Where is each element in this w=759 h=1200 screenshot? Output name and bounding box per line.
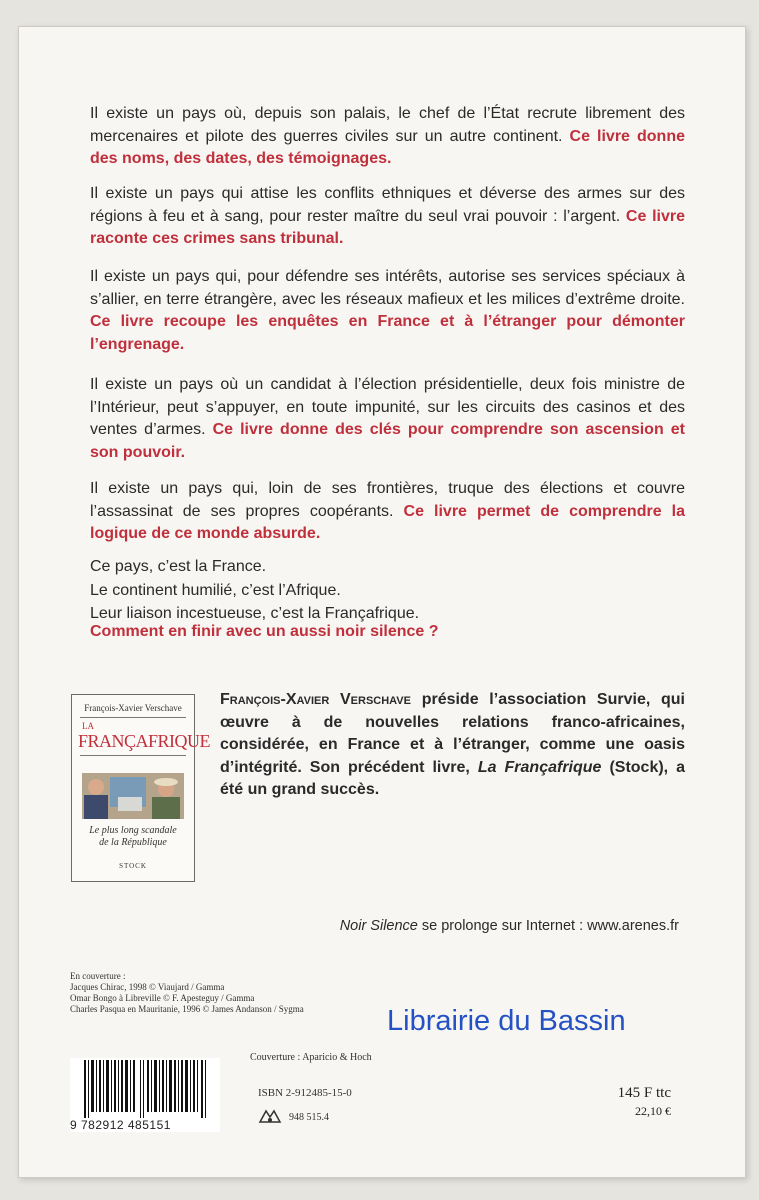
mini-cover-title: FRANÇAFRIQUE <box>78 731 211 751</box>
credit-line-2: Jacques Chirac, 1998 © Viaujard / Gamma <box>70 982 225 992</box>
bio-author-name: François-Xavier Verschave <box>220 691 411 708</box>
distribution-code: 948 515.4 <box>289 1112 329 1123</box>
paragraph-3-intro: Il existe un pays qui, pour défendre ses intérêts, autorise ses services spéciaux à s’allier, en terre étrangère, avec les réseaux mafieux et les milices d’extrême droite. <box>90 268 685 308</box>
price-francs: 145 F ttc <box>617 1085 671 1101</box>
bio-book-title: La Françafrique <box>477 758 602 776</box>
bio-text-2: (Stock), a été un grand succès. <box>220 758 686 798</box>
cover-design-credit: Couverture : Aparicio & Hoch <box>250 1052 372 1063</box>
internet-note <box>340 918 679 934</box>
paragraph-1 <box>90 103 685 171</box>
barcode <box>70 1058 220 1132</box>
mini-cover-photo-image <box>82 773 184 819</box>
mini-cover-author: François-Xavier Verschave <box>84 703 182 713</box>
mini-cover-publisher: STOCK <box>119 862 147 870</box>
credit-line-4: Charles Pasqua en Mauritanie, 1996 © James Andanson / Sygma <box>70 1004 304 1014</box>
closing-line-1: Ce pays, c’est la France. <box>90 558 267 575</box>
author-bio <box>220 689 685 802</box>
paragraph-3-highlight: Ce livre recoupe les enquêtes en France et à l’étranger pour démonter l’engrenage. <box>90 313 685 353</box>
paragraph-5 <box>90 478 685 546</box>
previous-book-cover <box>71 694 211 882</box>
paragraph-2-highlight: Ce livre raconte ces crimes sans tribunal. <box>90 207 685 247</box>
credit-line-3: Omar Bongo à Libreville © F. Apesteguy / Gamma <box>70 993 255 1003</box>
barcode-bars <box>84 1060 206 1118</box>
paragraph-2 <box>90 183 685 251</box>
internet-book-title: Noir Silence <box>339 918 418 934</box>
paragraph-3 <box>90 266 685 356</box>
mini-cover-subtitle <box>72 825 194 849</box>
price-euros: 22,10 € <box>635 1104 671 1118</box>
mini-cover-subtitle-line-2: de la République <box>99 837 167 848</box>
paragraph-4-intro: Il existe un pays où un candidat à l’élection présidentielle, deux fois ministre de l’Intérieur, peut s’appuyer, en toute impunité, sur les circuits des casinos et des ventes d’armes. <box>90 376 685 438</box>
closing-line-2: Le continent humilié, c’est l’Afrique. <box>90 582 341 599</box>
closing-line-3: Leur liaison incestueuse, c’est la Françafrique. <box>90 605 420 622</box>
price-block <box>618 1085 671 1119</box>
mini-cover-photo <box>82 773 184 819</box>
mini-cover-subtitle-line-1: Le plus long scandale <box>89 825 177 836</box>
mini-cover-rule-top <box>80 717 186 718</box>
paragraph-5-intro: Il existe un pays qui, loin de ses frontières, truque des élections et couvre l’assassinat de ses propres coopérants. <box>90 480 685 520</box>
photo-credits <box>70 971 304 1015</box>
paragraph-1-intro: Il existe un pays où, depuis son palais, le chef de l’État recrute librement des mercenaires et pilote des guerres civiles sur un autre continent. <box>90 105 685 145</box>
bookseller-watermark: Librairie du Bassin <box>387 1005 626 1037</box>
mini-cover-rule-mid <box>80 755 186 756</box>
mini-cover-title-la: LA <box>82 721 94 731</box>
paragraph-4-highlight: Ce livre donne des clés pour comprendre son ascension et son pouvoir. <box>90 421 685 461</box>
paragraph-2-intro: Il existe un pays qui attise les conflits ethniques et déverse des armes sur des régions à feu et à sang, pour rester maître du seul vrai pouvoir : l’argent. <box>90 185 685 225</box>
paragraph-4 <box>90 374 685 464</box>
paragraph-5-highlight: Ce livre permet de comprendre la logique de ce monde absurde. <box>90 502 685 542</box>
paragraph-1-highlight: Ce livre donne des noms, des dates, des témoignages. <box>90 127 685 167</box>
bio-text-1: préside l’association Survie, qui œuvre à de nouvelles relations franco-africaines, considérée, en France et à l’étranger, comme une oasis d’intégrité. Son précédent livre, <box>220 691 685 776</box>
barcode-number: 9 782912 485151 <box>70 1118 171 1132</box>
isbn: ISBN 2-912485-15-0 <box>258 1087 352 1099</box>
closing-question: Comment en finir avec un aussi noir silence ? <box>90 623 439 640</box>
credit-line-1: En couverture : <box>70 971 126 981</box>
publisher-logo-icon <box>258 1108 282 1124</box>
internet-text: se prolonge sur Internet : www.arenes.fr <box>417 918 679 934</box>
